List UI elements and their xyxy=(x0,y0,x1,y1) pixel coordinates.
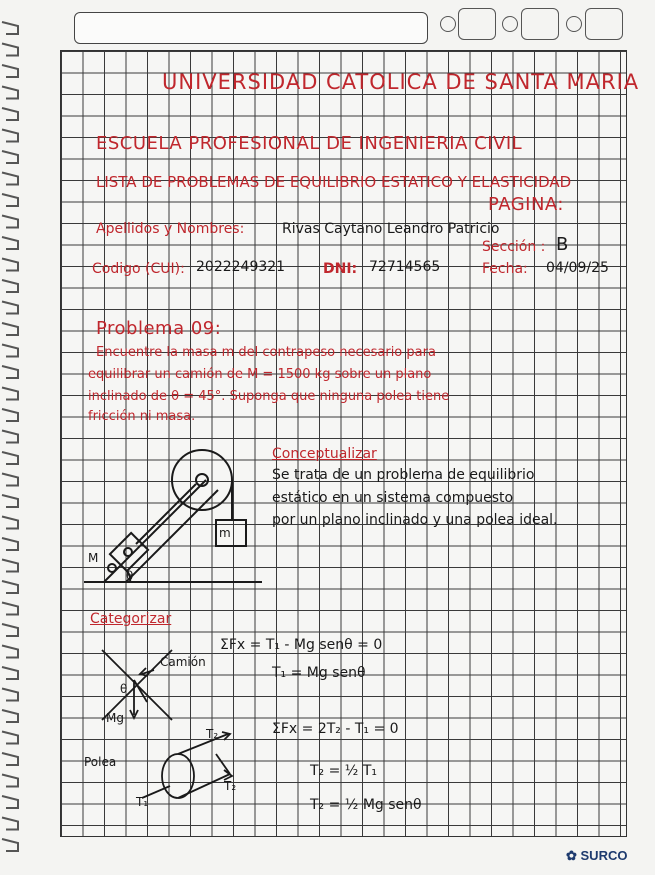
equation: T₂ = ½ Mg senθ xyxy=(310,797,422,813)
school-title: ESCUELA PROFESIONAL DE INGENIERIA CIVIL xyxy=(96,133,523,154)
equation: ΣFx = 2T₂ - T₁ = 0 xyxy=(272,721,399,737)
spiral-ring xyxy=(2,753,18,765)
brand-icon: ✿ xyxy=(566,848,581,863)
notebook-header-bar xyxy=(74,12,428,44)
equation: ΣFx = T₁ - Mg senθ = 0 xyxy=(220,637,383,653)
spiral-ring xyxy=(2,667,18,679)
polea-label: Polea xyxy=(84,755,117,769)
spiral-ring xyxy=(2,839,18,851)
spiral-ring xyxy=(2,775,18,787)
problem-line: inclinado de θ = 45°. Suponga que ninguna polea tiene xyxy=(88,389,450,404)
conceptualizar-line: Se trata de un problema de equilibrio xyxy=(272,467,535,483)
spiral-ring xyxy=(2,173,18,185)
spiral-ring xyxy=(2,108,18,120)
free-body-diagram-pulley xyxy=(150,727,250,810)
spiral-ring xyxy=(2,538,18,550)
figure-label-M: M xyxy=(88,551,99,565)
brand-logo xyxy=(566,848,627,864)
spiral-ring xyxy=(2,409,18,421)
spiral-ring xyxy=(2,431,18,443)
problem-line: Encuentre la masa m del contrapeso necesario para xyxy=(96,345,436,360)
conceptualizar-line: estático en un sistema compuesto xyxy=(272,490,514,506)
spiral-ring xyxy=(2,22,18,34)
spiral-ring xyxy=(2,366,18,378)
code-label: Codigo (CUI): xyxy=(92,261,185,277)
spiral-ring xyxy=(2,130,18,142)
figure-label-theta: θ xyxy=(126,569,134,583)
date-label: Fecha: xyxy=(482,261,528,277)
spiral-ring xyxy=(2,474,18,486)
header-box xyxy=(521,8,559,40)
spiral-ring xyxy=(2,323,18,335)
spiral-ring xyxy=(2,216,18,228)
spiral-ring xyxy=(2,495,18,507)
spiral-ring xyxy=(2,603,18,615)
incline-pulley-diagram xyxy=(84,440,264,590)
section-label: Sección : xyxy=(482,239,546,255)
spiral-ring xyxy=(2,194,18,206)
t2-label: T₂ xyxy=(224,779,237,793)
spiral-binding xyxy=(0,0,30,875)
categorizar-heading: Categorizar xyxy=(90,611,172,627)
header-circle xyxy=(502,16,518,32)
spiral-ring xyxy=(2,237,18,249)
spiral-ring xyxy=(2,302,18,314)
spiral-ring xyxy=(2,581,18,593)
problem-title: Problema 09: xyxy=(96,318,222,339)
section-value: B xyxy=(556,234,569,255)
spiral-ring xyxy=(2,388,18,400)
spiral-ring xyxy=(2,87,18,99)
spiral-ring xyxy=(2,624,18,636)
spiral-ring xyxy=(2,646,18,658)
spiral-ring xyxy=(2,689,18,701)
header-box xyxy=(458,8,496,40)
spiral-ring xyxy=(2,560,18,572)
dni-value: 72714565 xyxy=(369,259,441,275)
spiral-ring xyxy=(2,818,18,830)
spiral-ring xyxy=(2,517,18,529)
spiral-ring xyxy=(2,796,18,808)
spiral-ring xyxy=(2,732,18,744)
date-value: 04/09/25 xyxy=(546,260,609,276)
spiral-ring xyxy=(2,44,18,56)
page-label: PAGINA: xyxy=(488,194,564,215)
spiral-ring xyxy=(2,452,18,464)
camion-label: Camión xyxy=(160,655,206,669)
name-value: Rivas Caytano Leandro Patricio xyxy=(282,221,500,237)
name-label: Apellidos y Nombres: xyxy=(96,221,245,237)
spiral-ring xyxy=(2,280,18,292)
t1-label: T₁ xyxy=(136,795,149,809)
equation: T₂ = ½ T₁ xyxy=(310,763,377,779)
list-title: LISTA DE PROBLEMAS DE EQUILIBRIO ESTATICO Y ELASTICIDAD xyxy=(96,173,572,191)
dni-label: DNI: xyxy=(323,261,358,277)
spiral-ring xyxy=(2,259,18,271)
conceptualizar-line: por un plano inclinado y una polea ideal. xyxy=(272,512,558,528)
t2-label: T₂ xyxy=(206,727,219,741)
brand-text: SURCO xyxy=(580,848,628,863)
spiral-ring xyxy=(2,151,18,163)
equation: T₁ = Mg senθ xyxy=(272,665,366,681)
problem-line: fricción ni masa. xyxy=(88,409,196,424)
conceptualizar-heading: Conceptualizar xyxy=(272,446,377,462)
figure-label-m: m xyxy=(219,526,231,540)
spiral-ring xyxy=(2,345,18,357)
spiral-ring xyxy=(2,710,18,722)
problem-line: equilibrar un camión de M = 1500 kg sobre un plano xyxy=(88,367,432,382)
university-title: UNIVERSIDAD CATOLICA DE SANTA MARIA xyxy=(162,70,640,94)
header-circle xyxy=(440,16,456,32)
code-value: 2022249321 xyxy=(196,259,286,275)
spiral-ring xyxy=(2,65,18,77)
theta-label: θ xyxy=(120,682,128,696)
mg-label: Mg xyxy=(106,711,124,725)
header-box xyxy=(585,8,623,40)
header-circle xyxy=(566,16,582,32)
